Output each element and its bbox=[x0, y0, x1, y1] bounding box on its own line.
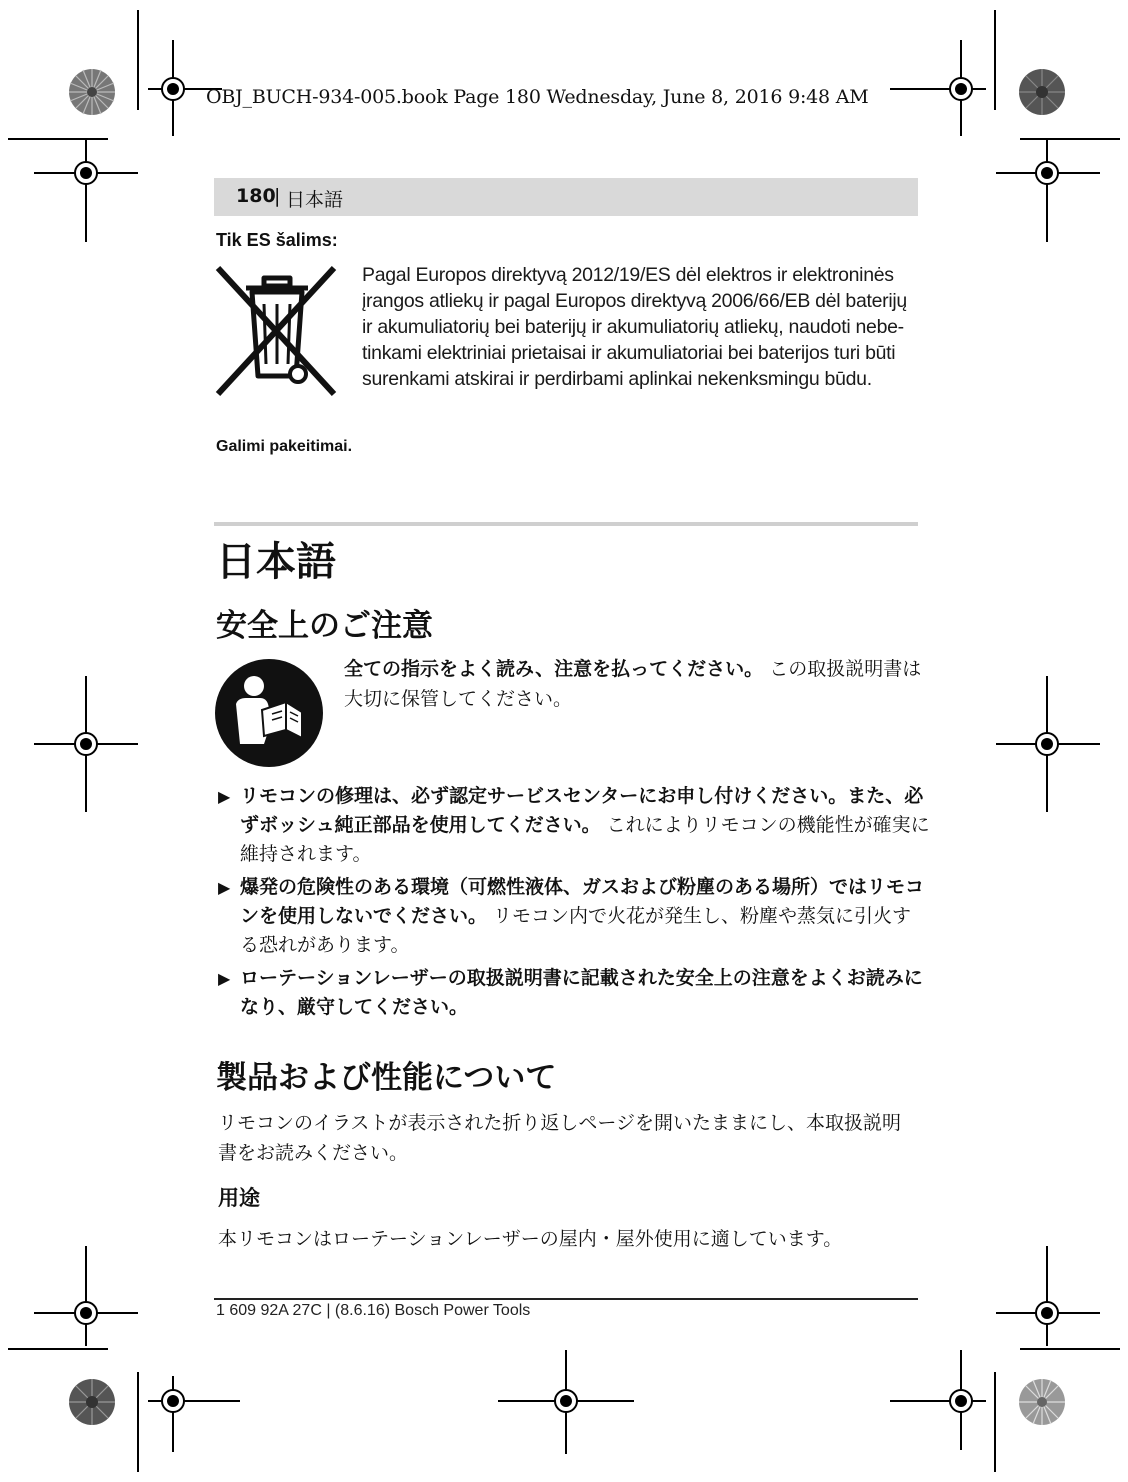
bullet-rest-text: これによりリモコンの機能性が確実に維持されます。 bbox=[240, 814, 930, 865]
footer-rule bbox=[214, 1298, 918, 1300]
list-item bbox=[218, 964, 930, 1022]
safety-intro-rest: この取扱説明書は大切に保管してください。 bbox=[344, 658, 922, 710]
registration-mark bbox=[161, 1389, 185, 1413]
registration-mark bbox=[161, 77, 185, 101]
bullet-arrow-icon: ▶ bbox=[218, 878, 231, 897]
page-header-band bbox=[214, 178, 918, 216]
safety-heading: 安全上のご注意 bbox=[216, 608, 433, 644]
intended-use-heading: 用途 bbox=[218, 1186, 260, 1210]
bullet-strong-text: リモコンの修理は、必ず認定サービスセンターにお申し付けください。また、必ずボッシュ純正部品を使用してください。 bbox=[240, 785, 924, 836]
eu-only-heading: Tik ES šalims: bbox=[216, 230, 338, 250]
product-heading: 製品および性能について bbox=[216, 1060, 557, 1096]
starburst-mark bbox=[68, 1378, 116, 1426]
book-slug-header: OBJ_BUCH-934-005.book Page 180 Wednesday, June 8, 2016 9:48 AM bbox=[206, 86, 869, 108]
section-divider bbox=[214, 522, 918, 526]
changes-reserved-note: Galimi pakeitimai. bbox=[216, 438, 353, 455]
registration-mark bbox=[554, 1389, 578, 1413]
starburst-mark bbox=[1018, 68, 1066, 116]
registration-mark bbox=[1035, 1301, 1059, 1325]
page-footer: 1 609 92A 27C | (8.6.16) Bosch Power Tools bbox=[216, 1302, 531, 1319]
list-item bbox=[218, 782, 930, 869]
product-intro-text: リモコンのイラストが表示された折り返しページを開いたままにし、本取扱説明書をお読みください。 bbox=[218, 1112, 902, 1164]
starburst-mark bbox=[68, 68, 116, 116]
bullet-arrow-icon: ▶ bbox=[218, 969, 231, 988]
read-manual-icon bbox=[214, 658, 324, 768]
page-header-language: 日本語 bbox=[286, 189, 344, 211]
starburst-mark bbox=[1018, 1378, 1066, 1426]
list-item bbox=[218, 873, 930, 960]
registration-mark bbox=[74, 1301, 98, 1325]
crossed-out-bin-icon bbox=[214, 264, 338, 398]
registration-mark bbox=[949, 77, 973, 101]
bullet-arrow-icon: ▶ bbox=[218, 787, 231, 806]
language-section-title: 日本語 bbox=[216, 539, 336, 585]
safety-intro-text bbox=[344, 654, 924, 714]
registration-mark bbox=[1035, 732, 1059, 756]
registration-mark bbox=[1035, 161, 1059, 185]
bullet-rest-text: リモコン内で火花が発生し、粉塵や蒸気に引火する恐れがあります。 bbox=[240, 905, 912, 956]
page-number: 180 bbox=[236, 185, 276, 207]
registration-mark bbox=[949, 1389, 973, 1413]
bullet-strong-text: 爆発の危険性のある環境（可燃性液体、ガスおよび粉塵のある場所）ではリモコンを使用しないでください。 bbox=[240, 876, 925, 927]
safety-bullet-list bbox=[218, 782, 930, 1026]
intended-use-text: 本リモコンはローテーションレーザーの屋内・屋外使用に適しています。 bbox=[218, 1228, 843, 1250]
page-header-separator: | bbox=[274, 185, 281, 207]
registration-mark bbox=[74, 732, 98, 756]
weee-directive-text: Pagal Europos direktyvą 2012/19/ES dėl elektros ir elektroninės įrangos atliekų ir pagal Europos direktyvą 2006/66/EB dėl baterijų ir akumuliatorių bei baterijų ir akumuliatorių atliekų, naudoti nebe-tinkami elektriniai prietaisai ir akumuliatoriai bei baterijos turi būti surenkami atskirai ir perdirbami aplinkai nekenksmingu būdu. bbox=[362, 264, 907, 390]
registration-mark bbox=[74, 161, 98, 185]
safety-intro-bold: 全ての指示をよく読み、注意を払ってください。 bbox=[344, 658, 764, 680]
bullet-strong-text: ローテーションレーザーの取扱説明書に記載された安全上の注意をよくお読みになり、厳守してください。 bbox=[240, 967, 923, 1018]
